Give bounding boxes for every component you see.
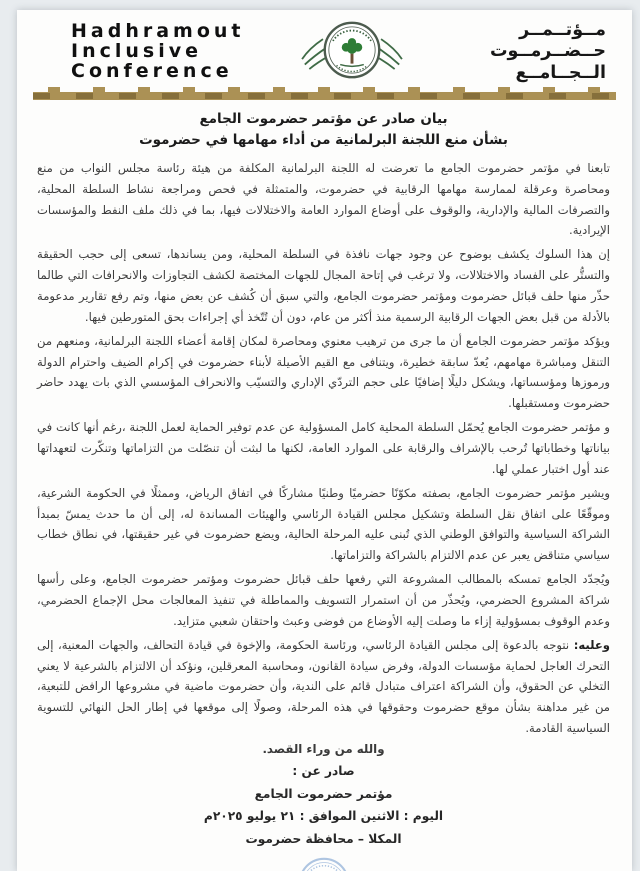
paragraph-text: ويشير مؤتمر حضرموت الجامع، بصفته مكوّنًا حضرميًا وطنيًا مشاركًا في اتفاق الرياض، وممثلًا في الحكومة الشرعية، وموقّعًا على اتفاق نقل السلطة وتشكيل مجلس القيادة الرئاسي والهيئات المساندة له، إلى أن ما حدث يمسّ بمبدأ الشراكة السياسية والتوافق الوطني الذي تُبنى عليه المرحلة الحالية، ويضع حضرموت في غير حقيقتها، في نطاق خطاب سياسي متناقض يعبر عن عدم الالتزام بالشراكة والتزاماتها. [37, 485, 610, 563]
issued-by-label: صادر عن : [292, 764, 355, 779]
place-line: المكلا – محافظة حضرموت [245, 831, 402, 846]
date-line: اليوم : الاثنين الموافق : ٢١ يوليو ٢٠٢٥م [203, 809, 444, 824]
watermark-seal-icon [37, 854, 610, 871]
statement-title [37, 109, 610, 151]
arabic-callig-line: الــجــامــع [515, 62, 606, 83]
paragraph-text: إن هذا السلوك يكشف بوضوح عن وجود جهات نافذة في السلطة المحلية، ومن يساندها، تسعى إلى حجب الحقيقة والتستُّر على الفساد والاختلالات، ولا ترغب في إتاحة المجال للجهات المختصة لكشف التجاوزات والانحرافات التي طالما حذّر منها حلف قبائل حضرموت ومؤتمر حضرموت الجامع، والتي سبق أن كُشف عن بعض منها، وتم رفع تقارير مدعومة بالأدلة من قبل بعض الجهات الرقابية الرسمية منذ أكثر من عام، دون أن تُتّخذ أي إجراءات بحق المتورطين فيها. [37, 247, 610, 324]
arabic-callig-line: حــضــرمــوت [489, 41, 606, 62]
arabic-calligraphy-org-name [490, 20, 610, 84]
paragraph [37, 635, 610, 739]
statement-body [37, 158, 610, 739]
conference-emblem-icon [293, 17, 411, 87]
paragraph [37, 244, 610, 327]
english-org-name [37, 22, 245, 81]
paragraph-text: ويُجدّد الجامع تمسكه بالمطالب المشروعة التي رفعها حلف قبائل حضرموت ومؤتمر حضرموت الجامع، وعلى رأسها شراكة المشروع الحضرمي، ويُحذّر من أن استمرار التسويف والمماطلة في تنفيذ المعالجات محل الإجماع الحضرمي، وعدم الوقوف بمسؤولية إزاء ما وصلت إليه الأوضاع من فوضى وعبث واحتقان شعبي متزايد. [37, 572, 610, 628]
paragraph-text: تابعنا في مؤتمر حضرموت الجامع ما تعرضت له اللجنة البرلمانية المكلفة من هيئة رئاسة مجلس النواب من منع ومحاصرة وعرقلة لممارسة مهامها الرقابية في حضرموت، والمتمثلة في فحص ومراجعة نشاط السلطة المحلية، والتصرفات المالية والإدارية، والوقوف على أوضاع الموارد العامة والاختلالات فيها، بما في ذلك ملف النفط والمؤسسات الإيرادية. [37, 160, 610, 238]
statement-page [17, 10, 632, 871]
english-org-line: Conference [71, 59, 233, 82]
letterhead [37, 19, 610, 85]
issuer-name: مؤتمر حضرموت الجامع [254, 786, 393, 801]
statement-title-line1: بيان صادر عن مؤتمر حضرموت الجامع [199, 111, 448, 127]
arabic-callig-line: مــؤتــمــر [519, 19, 606, 40]
paragraph [37, 331, 610, 414]
statement-title-line2: بشأن منع اللجنة البرلمانية من أداء مهامها في حضرموت [139, 131, 508, 148]
paragraph [37, 158, 610, 241]
paragraph-lead: وعليه: [573, 637, 610, 652]
statement-footer [37, 760, 610, 850]
paragraph [37, 417, 610, 480]
closing-invocation: والله من وراء القصد. [262, 742, 385, 757]
english-org-line: Hadhramout [71, 20, 245, 43]
paragraph-text: ويؤكد مؤتمر حضرموت الجامع أن ما جرى من ترهيب معنوي ومحاصرة لمكان إقامة أعضاء اللجنة البرلمانية، ومنعهم من التنقل ومباشرة مهامهم، يُعدّ سابقة خطيرة، ويتنافى مع القيم الأصيلة لأبناء حضرموت في إكرام الضيف واحترام الدولة ورموزها ومؤسساتها، ويشكل دليلًا إضافيًا على حجم التردّي الإداري والتسيّب والانحراف المؤسسي الذي بات يهدد حاضر حضرموت ومستقبلها. [37, 333, 610, 411]
paragraph [37, 483, 610, 566]
paragraph [37, 569, 610, 632]
english-org-line: Inclusive [71, 40, 202, 63]
paragraph-text: و مؤتمر حضرموت الجامع يُحمّل السلطة المحلية كامل المسؤولية عن عدم توفير الحماية لعمل اللجنة ،رغم أنها كانت في بياناتها وخطاباتها تُرحب بالإشراف والرقابة على الموارد العامة، لكنها ما لبثت أن تنصّلت من التزاماتها وتنكّرت لتعهداتها عند أول اختبار عملي لها. [37, 420, 610, 476]
paragraph-text: نتوجه بالدعوة إلى مجلس القيادة الرئاسي، ورئاسة الحكومة، والإخوة في قيادة التحالف، والجهات المعنية، إلى التحرك العاجل لحماية مؤسسات الدولة، وفرض سيادة القانون، ومحاسبة المعرقلين، ونؤكد أن الالتزام بالشرعية لا يعني التخلي عن الحقوق، وأن الشراكة اعتراف متبادل قائم على الندية، وأن حضرموت ماضية في مشروعها الرافض للتبعية، من غير مداهنة بشأن موقع حضرموت وحقوقها في هذه المرحلة، وصولًا إلى موقعها في إطار الحل النهائي للتسوية السياسية القادمة. [37, 637, 610, 736]
gold-divider-band [33, 92, 616, 100]
